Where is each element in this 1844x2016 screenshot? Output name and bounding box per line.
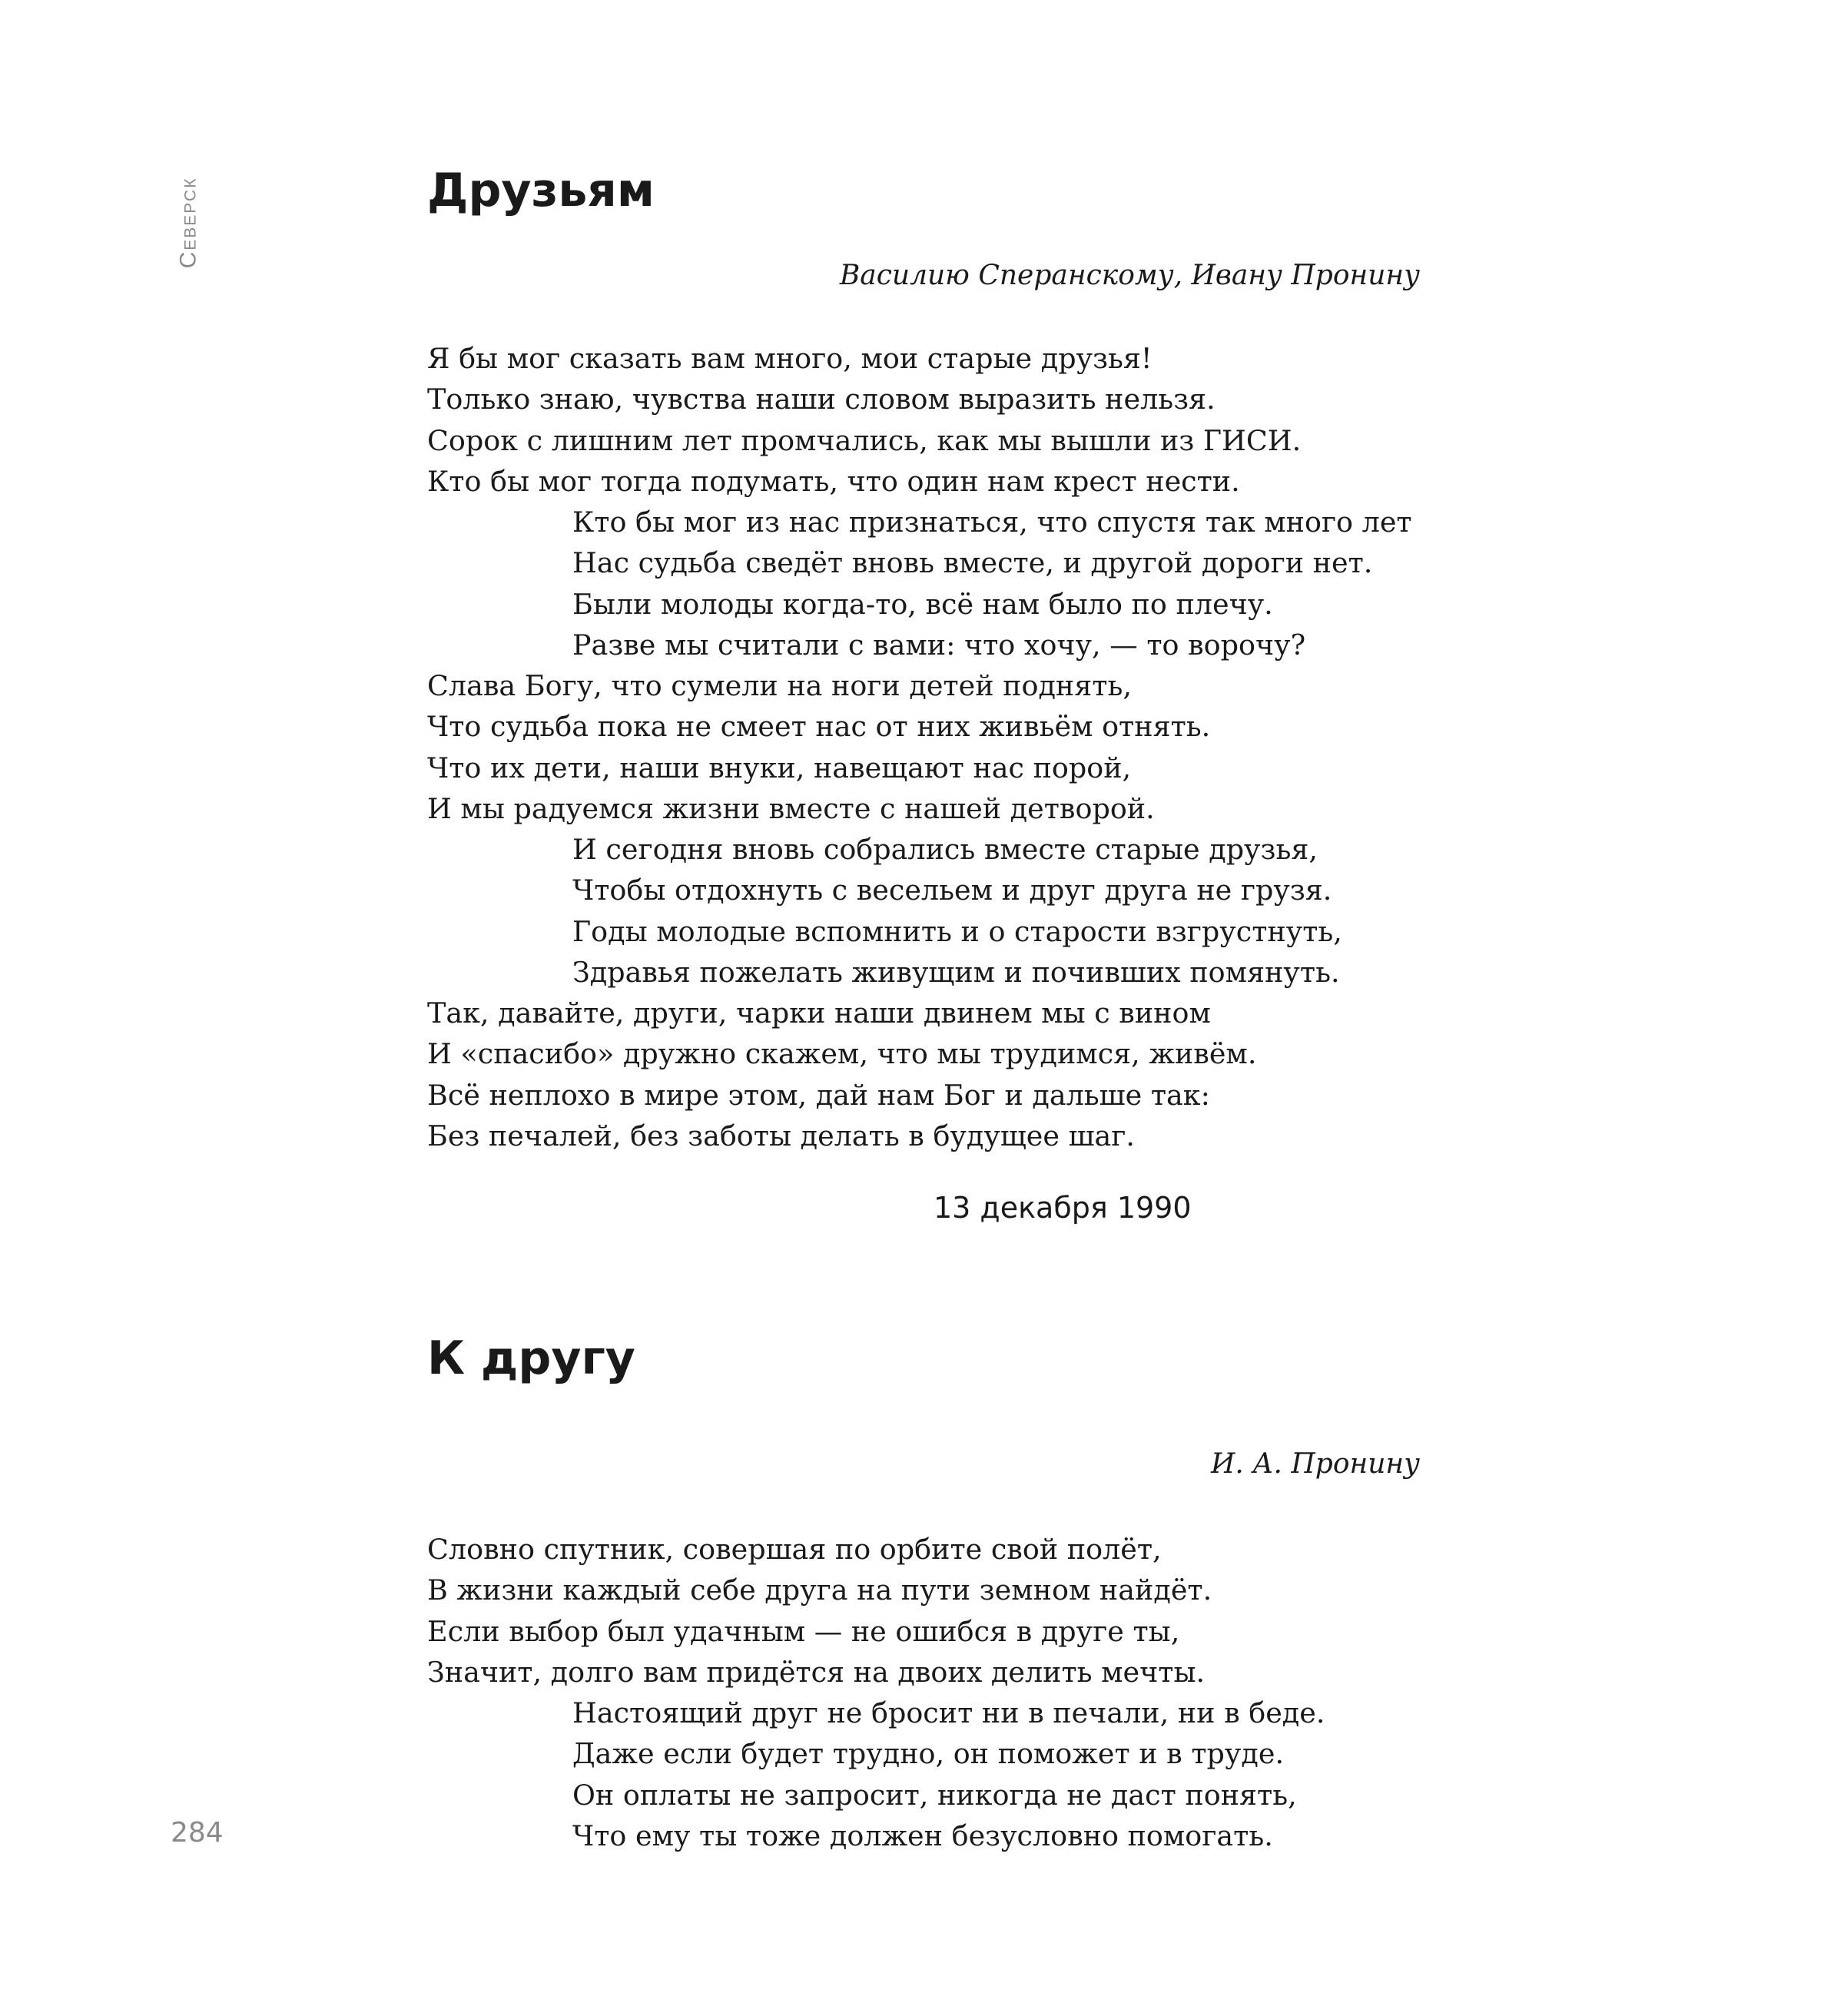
poem-line: Только знаю, чувства наши словом выразить нельзя. <box>427 383 1216 416</box>
poem-title-druzyam: Друзьям <box>427 164 655 217</box>
poem-date: 13 декабря 1990 <box>934 1191 1192 1225</box>
poem1-stanza-2 <box>572 502 1648 665</box>
poem-dedication-druzyam: Василию Сперанскому, Ивану Пронину <box>839 260 1420 291</box>
page-number: 284 <box>171 1817 224 1849</box>
poem-line: Он оплаты не запросит, никогда не даст понять, <box>572 1778 1297 1812</box>
poem-line: Без печалей, без заботы делать в будущее шаг. <box>427 1119 1136 1152</box>
poem-line: Слава Богу, что сумели на ноги детей поднять, <box>427 669 1132 702</box>
poem-line: Кто бы мог из нас признаться, что спустя так много лет <box>572 506 1412 539</box>
poem-line: И «спасибо» дружно скажем, что мы трудимся, живём. <box>427 1037 1257 1071</box>
poem-line: Кто бы мог тогда подумать, что один нам крест нести. <box>427 464 1240 498</box>
poem-line: Были молоды когда-то, всё нам было по плечу. <box>572 587 1273 621</box>
running-head <box>165 169 211 277</box>
poem1-stanza-5 <box>427 993 1503 1156</box>
poem-line: Что их дети, наши внуки, навещают нас порой, <box>427 751 1132 784</box>
poem-line: Чтобы отдохнуть с весельем и друг друга не грузя. <box>572 874 1332 907</box>
poem-line: В жизни каждый себе друга на пути земном найдёт. <box>427 1573 1212 1607</box>
poem1-stanza-1 <box>427 338 1503 502</box>
poem-line: Здравья пожелать живущим и почивших помянуть. <box>572 955 1340 989</box>
poem2-stanza-1 <box>427 1529 1503 1693</box>
poem-title-k-drugu: К другу <box>427 1331 635 1385</box>
poem-line: Словно спутник, совершая по орбите свой полёт, <box>427 1533 1162 1566</box>
poem-line: Всё неплохо в мире этом, дай нам Бог и дальше так: <box>427 1078 1210 1112</box>
poem-line: Даже если будет трудно, он поможет и в труде. <box>572 1737 1285 1771</box>
poem-line: Годы молодые вспомнить и о старости взгрустнуть, <box>572 914 1342 948</box>
poem-line: Что судьба пока не смеет нас от них живьём отнять. <box>427 710 1211 744</box>
poem-line: Значит, долго вам придётся на двоих делить мечты. <box>427 1655 1206 1689</box>
poem-line: Что ему ты тоже должен безусловно помогать. <box>572 1819 1273 1852</box>
poem2-stanza-2 <box>572 1693 1648 1856</box>
poem-line: Настоящий друг не бросит ни в печали, ни в беде. <box>572 1696 1325 1729</box>
poem-line: Если выбор был удачным — не ошибся в друге ты, <box>427 1614 1180 1648</box>
poem-line: И мы радуемся жизни вместе с нашей детворой. <box>427 791 1155 825</box>
poem-line: Разве мы считали с вами: что хочу, — то ворочу? <box>572 628 1306 662</box>
running-head-text: Северск <box>175 177 201 269</box>
poem-line: Нас судьба сведёт вновь вместе, и другой дороги нет. <box>572 546 1373 580</box>
poem-line: Я бы мог сказать вам много, мои старые друзья! <box>427 342 1152 375</box>
poem1-stanza-4 <box>572 829 1648 993</box>
poem-dedication-k-drugu: И. А. Пронину <box>1210 1448 1420 1480</box>
poem-line: Так, давайте, други, чарки наши двинем мы с вином <box>427 996 1211 1030</box>
poem1-stanza-3 <box>427 665 1503 829</box>
poem-line: И сегодня вновь собрались вместе старые друзья, <box>572 833 1318 866</box>
poem-line: Сорок с лишним лет промчались, как мы вышли из ГИСИ. <box>427 423 1302 457</box>
